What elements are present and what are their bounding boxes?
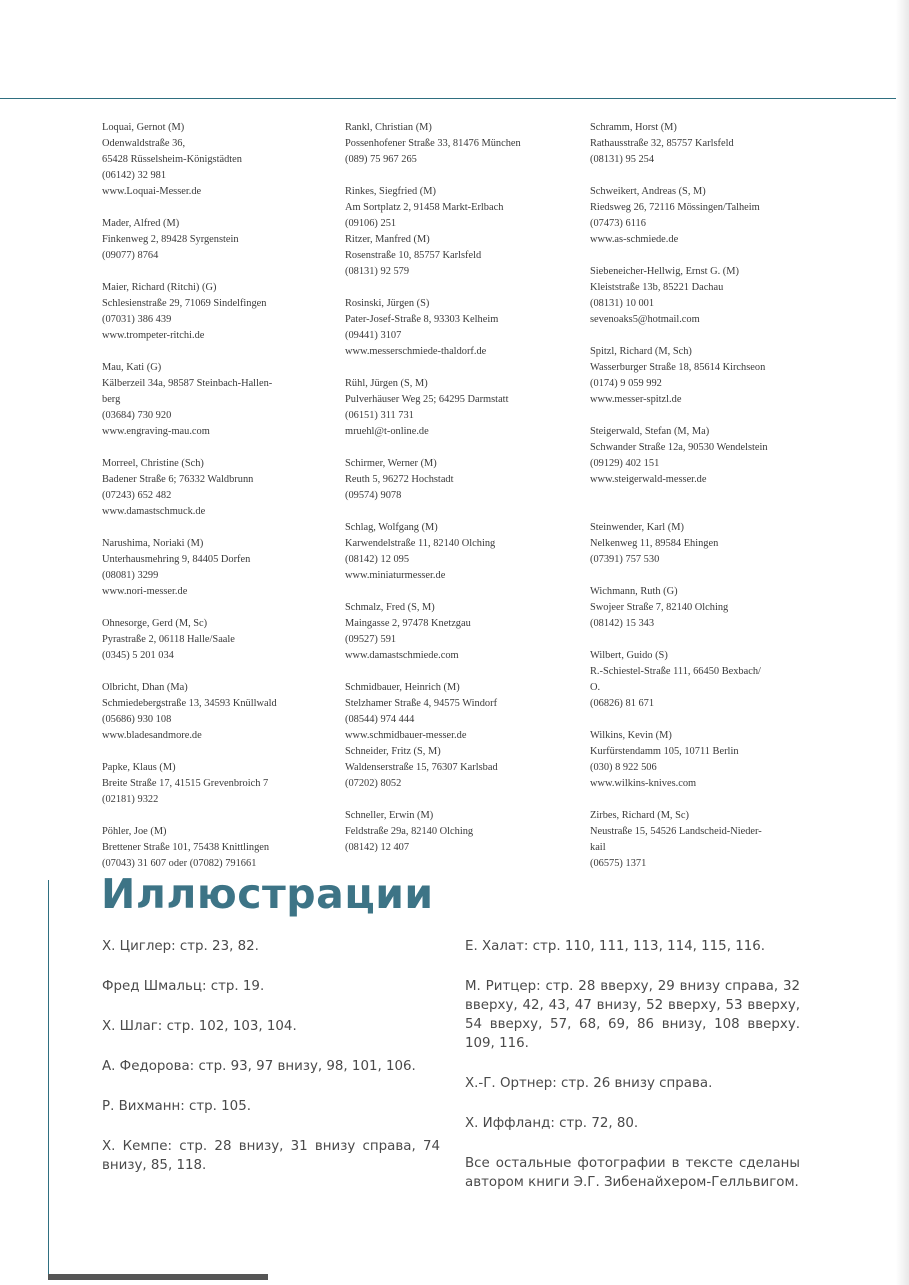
entry-detail: Kälberzeil 34a, 98587 Steinbach-Hallen-	[102, 378, 273, 389]
entry-name: Mader, Alfred (M)	[102, 218, 180, 229]
entry-detail: Nelkenweg 11, 89584 Ehingen	[590, 538, 719, 549]
entry-detail: Pater-Josef-Straße 8, 93303 Kelheim	[345, 314, 499, 325]
entry-name: Zirbes, Richard (M, Sc)	[590, 810, 689, 821]
entry-detail: www.schmidbauer-messer.de	[345, 730, 467, 741]
entry-detail: (09441) 3107	[345, 330, 402, 341]
address-column-2	[345, 120, 590, 872]
credit-line: А. Федорова: стр. 93, 97 внизу, 98, 101, 106.	[102, 1059, 416, 1074]
entry-detail: (0174) 9 059 992	[590, 378, 662, 389]
entry-detail: (08142) 12 095	[345, 554, 410, 565]
entry-detail: Waldenserstraße 15, 76307 Karlsbad	[345, 762, 498, 773]
bottom-edge-strip	[48, 1274, 268, 1280]
address-entry	[345, 296, 590, 360]
address-entry	[345, 376, 590, 440]
left-rule	[48, 880, 49, 1275]
entry-detail: www.messerschmiede-thaldorf.de	[345, 346, 487, 357]
illustration-credits-left	[102, 937, 440, 1196]
address-entry	[102, 456, 347, 520]
entry-detail: Feldstraße 29a, 82140 Olching	[345, 826, 474, 837]
entry-detail: (07043) 31 607 oder (07082) 791661	[102, 858, 257, 869]
address-entry	[345, 808, 590, 856]
entry-detail: www.damastschmuck.de	[102, 506, 206, 517]
entry-detail: R.-Schiestel-Straße 111, 66450 Bexbach/	[590, 666, 761, 677]
entry-detail: 65428 Rüsselsheim-Königstädten	[102, 154, 242, 165]
entry-detail: Riedsweg 26, 72116 Mössingen/Talheim	[590, 202, 760, 213]
address-column-3	[590, 120, 800, 888]
entry-detail: (06151) 311 731	[345, 410, 414, 421]
entry-name: Schneller, Erwin (M)	[345, 810, 434, 821]
entry-detail: (07473) 6116	[590, 218, 646, 229]
address-entry	[345, 520, 590, 584]
address-entry	[102, 536, 347, 600]
address-entry	[590, 584, 800, 632]
entry-detail: (08131) 95 254	[590, 154, 655, 165]
entry-detail: Maingasse 2, 97478 Knetzgau	[345, 618, 471, 629]
entry-detail: (0345) 5 201 034	[102, 650, 174, 661]
address-entry	[102, 120, 347, 200]
entry-name: Rinkes, Siegfried (M)	[345, 186, 436, 197]
entry-detail: (09106) 251	[345, 218, 397, 229]
address-entry	[102, 824, 347, 872]
entry-name: Pöhler, Joe (M)	[102, 826, 167, 837]
entry-detail: (03684) 730 920	[102, 410, 172, 421]
entry-detail: www.as-schmiede.de	[590, 234, 679, 245]
entry-name: Spitzl, Richard (M, Sch)	[590, 346, 692, 357]
credit-line: Х. Шлаг: стр. 102, 103, 104.	[102, 1019, 297, 1034]
address-entry	[590, 184, 800, 248]
entry-detail: (06575) 1371	[590, 858, 647, 869]
entry-name: Schmidbauer, Heinrich (M)	[345, 682, 460, 693]
entry-detail: kail	[590, 842, 606, 853]
credit-line: Все остальные фотографии в тексте сделаны автором книги Э.Г. Зибенайхером-Гелльвигом.	[465, 1156, 800, 1190]
entry-detail: Breite Straße 17, 41515 Grevenbroich 7	[102, 778, 269, 789]
entry-name: Schramm, Horst (M)	[590, 122, 677, 133]
entry-detail: Rathausstraße 32, 85757 Karlsfeld	[590, 138, 734, 149]
address-entry	[102, 616, 347, 664]
address-entry	[590, 264, 800, 328]
credit-line: Р. Вихманн: стр. 105.	[102, 1099, 251, 1114]
credit-line: Е. Халат: стр. 110, 111, 113, 114, 115, 116.	[465, 939, 766, 954]
entry-detail: (08544) 974 444	[345, 714, 415, 725]
entry-name: Steigerwald, Stefan (M, Ma)	[590, 426, 710, 437]
address-entry	[102, 216, 347, 264]
address-column-1	[102, 120, 347, 888]
entry-detail: Unterhausmehring 9, 84405 Dorfen	[102, 554, 251, 565]
address-entry	[102, 760, 347, 808]
entry-detail: Kleiststraße 13b, 85221 Dachau	[590, 282, 724, 293]
entry-detail: Odenwaldstraße 36,	[102, 138, 186, 149]
address-entry	[345, 456, 590, 504]
address-entry	[345, 120, 590, 168]
entry-detail: (09129) 402 151	[590, 458, 660, 469]
entry-detail: Possenhofener Straße 33, 81476 München	[345, 138, 521, 149]
entry-name: Schmalz, Fred (S, M)	[345, 602, 435, 613]
entry-detail: www.nori-messer.de	[102, 586, 188, 597]
address-entry	[102, 360, 347, 440]
entry-detail: (09574) 9078	[345, 490, 402, 501]
entry-detail: Finkenweg 2, 89428 Syrgenstein	[102, 234, 239, 245]
entry-detail: Brettener Straße 101, 75438 Knittlingen	[102, 842, 270, 853]
entry-detail: www.engraving-mau.com	[102, 426, 210, 437]
entry-detail: (08142) 12 407	[345, 842, 410, 853]
entry-detail: www.bladesandmore.de	[102, 730, 202, 741]
entry-detail: (07391) 757 530	[590, 554, 660, 565]
credit-line: Х. Кемпе: стр. 28 внизу, 31 внизу справа, 74 внизу, 85, 118.	[102, 1139, 440, 1173]
entry-detail: mruehl@t-online.de	[345, 426, 429, 437]
entry-detail: (06142) 32 981	[102, 170, 167, 181]
entry-detail: (07202) 8052	[345, 778, 402, 789]
entry-detail: berg	[102, 394, 121, 405]
entry-name: Schweikert, Andreas (S, M)	[590, 186, 706, 197]
entry-detail: (08142) 15 343	[590, 618, 655, 629]
credit-line: М. Ритцер: стр. 28 вверху, 29 внизу справа, 32 вверху, 42, 43, 47 внизу, 52 вверху, 53 вверху, 54 вверху, 57, 68, 69, 86 внизу, 108 вверху. 109, 116.	[465, 979, 800, 1051]
entry-name: Ohnesorge, Gerd (M, Sc)	[102, 618, 208, 629]
entry-detail: (07031) 386 439	[102, 314, 172, 325]
entry-detail: O.	[590, 682, 601, 693]
address-entry	[590, 728, 800, 792]
entry-detail: www.steigerwald-messer.de	[590, 474, 707, 485]
entry-detail: (09527) 591	[345, 634, 397, 645]
entry-detail: www.damastschmiede.com	[345, 650, 459, 661]
address-entry	[345, 232, 590, 280]
entry-name: Narushima, Noriaki (M)	[102, 538, 204, 549]
entry-name: Olbricht, Dhan (Ma)	[102, 682, 188, 693]
entry-detail: (089) 75 967 265	[345, 154, 417, 165]
entry-detail: (08131) 10 001	[590, 298, 655, 309]
credit-line: Х. Циглер: стр. 23, 82.	[102, 939, 259, 954]
entry-detail: (07243) 652 482	[102, 490, 172, 501]
entry-name: Wilkins, Kevin (M)	[590, 730, 672, 741]
entry-name: Loquai, Gernot (M)	[102, 122, 185, 133]
entry-name: Papke, Klaus (M)	[102, 762, 176, 773]
entry-detail: Badener Straße 6; 76332 Waldbrunn	[102, 474, 254, 485]
entry-name: Maier, Richard (Ritchi) (G)	[102, 282, 217, 293]
entry-detail: www.messer-spitzl.de	[590, 394, 682, 405]
entry-name: Rosinski, Jürgen (S)	[345, 298, 430, 309]
address-entry	[102, 680, 347, 744]
entry-detail: Swojeer Straße 7, 82140 Olching	[590, 602, 729, 613]
entry-detail: Pyrastraße 2, 06118 Halle/Saale	[102, 634, 235, 645]
entry-detail: Schmiedebergstraße 13, 34593 Knüllwald	[102, 698, 277, 709]
address-entry	[345, 744, 590, 792]
entry-name: Rühl, Jürgen (S, M)	[345, 378, 428, 389]
entry-name: Schneider, Fritz (S, M)	[345, 746, 441, 757]
entry-detail: (08131) 92 579	[345, 266, 410, 277]
address-entry	[345, 600, 590, 664]
entry-name: Steinwender, Karl (M)	[590, 522, 684, 533]
credit-line: Х. Иффланд: стр. 72, 80.	[465, 1116, 639, 1131]
entry-detail: Rosenstraße 10, 85757 Karlsfeld	[345, 250, 482, 261]
entry-detail: Kurfürstendamm 105, 10711 Berlin	[590, 746, 739, 757]
address-entry	[590, 424, 800, 488]
entry-name: Ritzer, Manfred (M)	[345, 234, 430, 245]
top-rule	[0, 98, 903, 99]
entry-name: Schlag, Wolfgang (M)	[345, 522, 438, 533]
entry-detail: Reuth 5, 96272 Hochstadt	[345, 474, 454, 485]
illustration-credits-right	[465, 937, 800, 1213]
credit-line: Х.-Г. Ортнер: стр. 26 внизу справа.	[465, 1076, 713, 1091]
address-entry	[590, 648, 800, 712]
entry-detail: www.Loquai-Messer.de	[102, 186, 202, 197]
entry-detail: Schlesienstraße 29, 71069 Sindelfingen	[102, 298, 267, 309]
entry-name: Rankl, Christian (M)	[345, 122, 432, 133]
entry-detail: www.trompeter-ritchi.de	[102, 330, 205, 341]
entry-detail: (05686) 930 108	[102, 714, 172, 725]
entry-detail: Neustraße 15, 54526 Landscheid-Nieder-	[590, 826, 762, 837]
page-edge-shadow	[896, 0, 909, 1285]
address-entry	[590, 520, 800, 568]
entry-detail: www.miniaturmesser.de	[345, 570, 446, 581]
entry-name: Siebeneicher-Hellwig, Ernst G. (M)	[590, 266, 739, 277]
entry-detail: Pulverhäuser Weg 25; 64295 Darmstatt	[345, 394, 509, 405]
entry-detail: Schwander Straße 12a, 90530 Wendelstein	[590, 442, 768, 453]
address-entry	[102, 280, 347, 344]
entry-detail: Am Sortplatz 2, 91458 Markt-Erlbach	[345, 202, 504, 213]
entry-detail: (09077) 8764	[102, 250, 159, 261]
address-entry	[590, 344, 800, 408]
entry-name: Schirmer, Werner (M)	[345, 458, 437, 469]
address-entry	[345, 184, 590, 232]
entry-detail: Wasserburger Straße 18, 85614 Kirchseon	[590, 362, 766, 373]
entry-name: Morreel, Christine (Sch)	[102, 458, 204, 469]
entry-detail: Stelzhamer Straße 4, 94575 Windorf	[345, 698, 498, 709]
illustrations-heading: Иллюстрации	[101, 870, 434, 918]
entry-detail: sevenoaks5@hotmail.com	[590, 314, 700, 325]
entry-detail: (02181) 9322	[102, 794, 159, 805]
address-entry	[345, 680, 590, 744]
entry-name: Wilbert, Guido (S)	[590, 650, 668, 661]
address-entry	[590, 808, 800, 872]
entry-detail: Karwendelstraße 11, 82140 Olching	[345, 538, 496, 549]
address-entry	[590, 120, 800, 168]
entry-name: Mau, Kati (G)	[102, 362, 162, 373]
credit-line: Фред Шмальц: стр. 19.	[102, 979, 265, 994]
entry-detail: (08081) 3299	[102, 570, 159, 581]
entry-detail: www.wilkins-knives.com	[590, 778, 697, 789]
entry-detail: (06826) 81 671	[590, 698, 655, 709]
entry-detail: (030) 8 922 506	[590, 762, 657, 773]
entry-name: Wichmann, Ruth (G)	[590, 586, 678, 597]
